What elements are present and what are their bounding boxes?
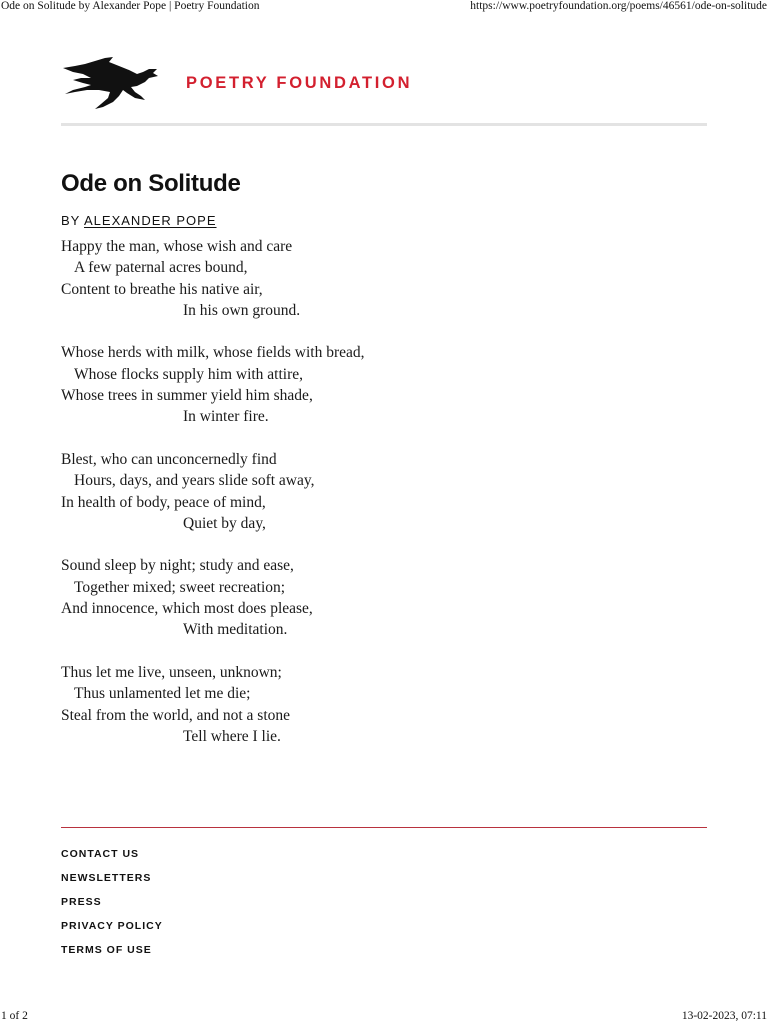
poem-line: Content to breathe his native air, <box>61 280 263 298</box>
footer-link-privacy-policy[interactable]: PRIVACY POLICY <box>61 920 163 932</box>
print-url: https://www.poetryfoundation.org/poems/46561/ode-on-solitude <box>470 0 767 12</box>
poem-line: Quiet by day, <box>183 514 266 532</box>
footer-link-newsletters[interactable]: NEWSLETTERS <box>61 872 152 884</box>
footer-link-terms-of-use[interactable]: TERMS OF USE <box>61 944 152 956</box>
poem-line: Tell where I lie. <box>183 727 281 745</box>
poem-line: Whose flocks supply him with attire, <box>74 365 304 383</box>
poem-line: A few paternal acres bound, <box>74 259 248 277</box>
footer-nav <box>61 846 163 966</box>
stanza-break <box>61 641 701 662</box>
poem-line: Steal from the world, and not a stone <box>61 706 291 724</box>
footer-link-contact-us[interactable]: CONTACT US <box>61 848 140 860</box>
poem-line: In health of body, peace of mind, <box>61 493 266 511</box>
stanza-break <box>61 428 701 449</box>
header-divider <box>61 123 707 126</box>
poem-title: Ode on Solitude <box>61 170 241 197</box>
author-link[interactable]: ALEXANDER POPE <box>84 213 217 228</box>
poem-line: And innocence, which most does please, <box>61 600 313 618</box>
site-header <box>61 56 461 112</box>
poem-line: Thus unlamented let me die; <box>74 685 251 703</box>
poem-line: In his own ground. <box>183 301 301 319</box>
poem-line: Whose herds with milk, whose fields with bread, <box>61 344 365 362</box>
poem-line: In winter fire. <box>183 408 269 426</box>
print-footer <box>0 1010 768 1024</box>
stanza-break <box>61 321 701 342</box>
poem-line: Blest, who can unconcernedly find <box>61 450 277 468</box>
poem-line: Happy the man, whose wish and care <box>61 238 293 255</box>
poem-line: Thus let me live, unseen, unknown; <box>61 663 282 681</box>
bird-icon[interactable] <box>61 56 161 112</box>
footer-divider <box>61 827 707 828</box>
poem-line: Whose trees in summer yield him shade, <box>61 387 313 405</box>
byline <box>61 213 217 228</box>
footer-link-press[interactable]: PRESS <box>61 896 102 908</box>
poem-line: Sound sleep by night; study and ease, <box>61 557 294 575</box>
print-header <box>0 0 768 16</box>
poem-line: Hours, days, and years slide soft away, <box>74 472 315 490</box>
brand-wordmark[interactable]: POETRY FOUNDATION <box>186 74 413 92</box>
print-datetime: 13-02-2023, 07:11 <box>681 1010 767 1022</box>
poem-body <box>61 236 701 747</box>
print-page-number: 1 of 2 <box>1 1010 28 1022</box>
poem-line: With meditation. <box>183 621 288 639</box>
poem-line: Together mixed; sweet recreation; <box>74 578 286 596</box>
by-label: BY <box>61 213 81 228</box>
print-page-title: Ode on Solitude by Alexander Pope | Poetry Foundation <box>1 0 260 12</box>
stanza-break <box>61 534 701 555</box>
